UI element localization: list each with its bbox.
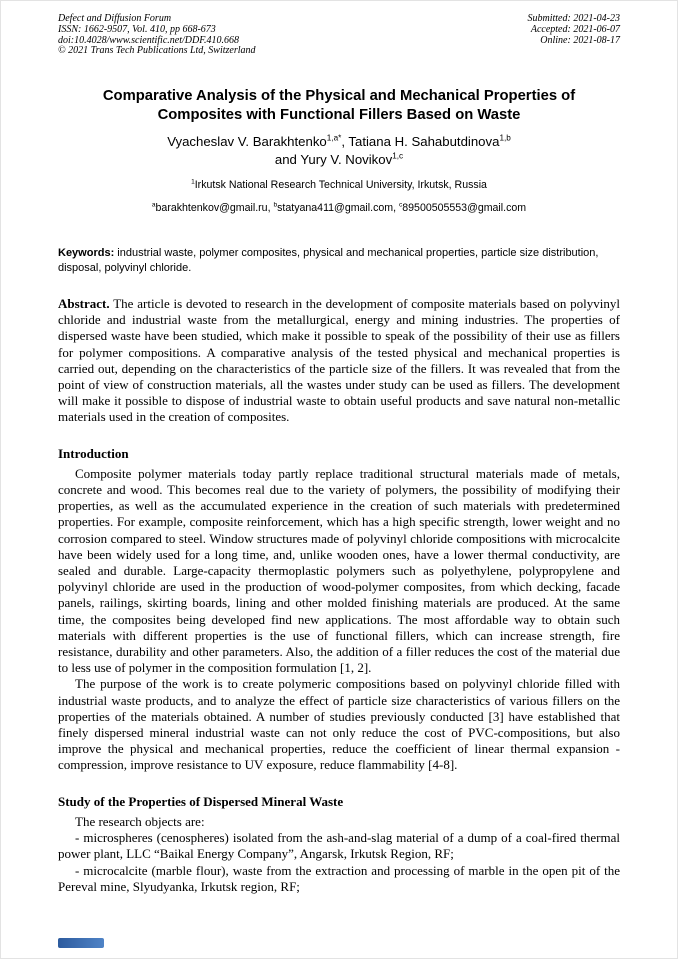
paragraph: - microcalcite (marble flour), waste from the extraction and processing of marble in the open pit of the Pereval mine, Slyudyanka, Irkutsk region, RF; — [58, 862, 620, 894]
copyright-line: © 2021 Trans Tech Publications Ltd, Switzerland — [58, 45, 256, 57]
email-separator-1: , — [267, 202, 274, 215]
keywords-text: industrial waste, polymer composites, physical and mechanical properties, particle size distribution, disposal, polyvinyl chloride. — [58, 247, 599, 274]
paper-title: Comparative Analysis of the Physical and Mechanical Properties of Composites with Functional Fillers Based on Waste — [102, 88, 576, 123]
abstract-label: Abstract. — [58, 296, 110, 311]
emails-line — [58, 202, 620, 215]
author-2-superscript: 1,b — [499, 133, 511, 143]
affiliation-line — [58, 179, 620, 192]
affiliation-superscript: 1 — [191, 178, 195, 186]
abstract-text: The article is devoted to research in the development of composite materials based on polyvinyl chloride and industrial waste from the metallurgical, energy and mining industries. The properties of dispersed waste have been studied, which make it possible to speak of the possibility of their use as fillers for polymer compositions. A comparative analysis of the tested physical and mechanical properties is carried out, depending on the characteristics of the particle size of the fillers. It was revealed that from the point of view of construction materials, all the wastes under study can be used as fillers. The development will make it possible to dispose of industrial waste to obtain useful products and save natural non-metallic materials used in the creation of composites. — [58, 296, 620, 425]
submitted-date: Submitted: 2021-04-23 — [527, 13, 620, 24]
paragraph: The research objects are: — [75, 813, 205, 829]
authors-line — [58, 133, 620, 169]
paragraph: The purpose of the work is to create polymeric compositions based on polyvinyl chloride filled with industrial waste products, and to analyze the effect of particle size characteristics of various fillers on the properties of the materials obtained. A number of studies previously conducted [3] have established that finely dispersed mineral industrial waste can not only reduce the cost of PVC-compositions, but also improve the physical and mechanical properties, reduce the coefficient of linear thermal expansion - compression, improve resistance to UV exposure, reduce flammability [4-8]. — [58, 676, 620, 773]
email-b: statyana411@gmail.com — [277, 202, 394, 215]
paragraph: - microspheres (cenospheres) isolated from the ash-and-slag material of a dump of a coal-fired thermal power plant, LLC “Baikal Energy Company”, Angarsk, Irkutsk Region, RF; — [58, 830, 620, 862]
section-study-properties — [58, 794, 620, 895]
author-3-superscript: 1,c — [392, 151, 404, 161]
author-2: Tatiana H. Sahabutdinova — [348, 134, 500, 150]
email-c-superscript: c — [398, 201, 403, 209]
affiliation-text: Irkutsk National Research Technical University, Irkutsk, Russia — [194, 179, 487, 192]
doi-line: doi:10.4028/www.scientific.net/DDF.410.668 — [58, 34, 240, 46]
author-separator: , — [341, 134, 349, 150]
page-header — [58, 14, 620, 57]
author-and-text: and — [274, 152, 301, 168]
section-introduction — [58, 446, 620, 774]
email-c: 89500505553@gmail.com — [402, 202, 527, 215]
dates-block — [528, 14, 621, 57]
author-1-superscript: 1,a* — [326, 133, 342, 143]
author-3: Yury V. Novikov — [300, 152, 393, 168]
publisher-logo-mark — [58, 938, 104, 948]
section-heading-study-properties: Study of the Properties of Dispersed Mineral Waste — [58, 793, 344, 809]
accepted-date: Accepted: 2021-06-07 — [530, 23, 620, 35]
journal-info-block — [58, 14, 256, 57]
email-a: barakhtenkov@gmail.ru — [155, 202, 268, 215]
journal-name: Defect and Diffusion Forum — [58, 13, 172, 24]
email-a-superscript: a — [151, 201, 156, 209]
section-heading-introduction: Introduction — [58, 445, 129, 461]
keywords-block — [58, 246, 620, 275]
author-1: Vyacheslav V. Barakhtenko — [167, 134, 327, 150]
abstract-block — [58, 296, 620, 426]
email-separator-2: , — [393, 202, 399, 215]
issn-volume-line: ISSN: 1662-9507, Vol. 410, pp 668-673 — [58, 23, 216, 35]
keywords-label: Keywords: — [58, 247, 115, 260]
paragraph: Composite polymer materials today partly replace traditional structural materials made of metals, concrete and wood. This becomes real due to the variety of polymers, the possibility of modifying their properties, as well as the accumulated experience in the creation of such materials with predetermined properties. For example, composite reinforcement, which has a high specific strength, lower weight and no corrosion compared to steel. Window structures made of polyvinyl chloride compositions with microcalcite have been widely used for a long time, and, unlike wooden ones, have a lower thermal conductivity, are sealed and durable. Large-capacity thermoplastic polymers such as polyethylene, polypropylene and polyvinyl chloride are used in the production of wood-polymer composites, from which decking, facade panels, railings, skirting boards, lining and other molded finishing materials are produced. At the same time, the composites being developed find new applications. The most affordable way to obtain such materials with different properties is the use of functional fillers, which can increase strength, fire resistance, durability and other parameters. Also, the addition of a filler reduces the cost of the material due to less use of polymer in the composition formulation [1, 2]. — [58, 465, 620, 676]
email-b-superscript: b — [273, 201, 278, 209]
online-date: Online: 2021-08-17 — [540, 34, 620, 46]
